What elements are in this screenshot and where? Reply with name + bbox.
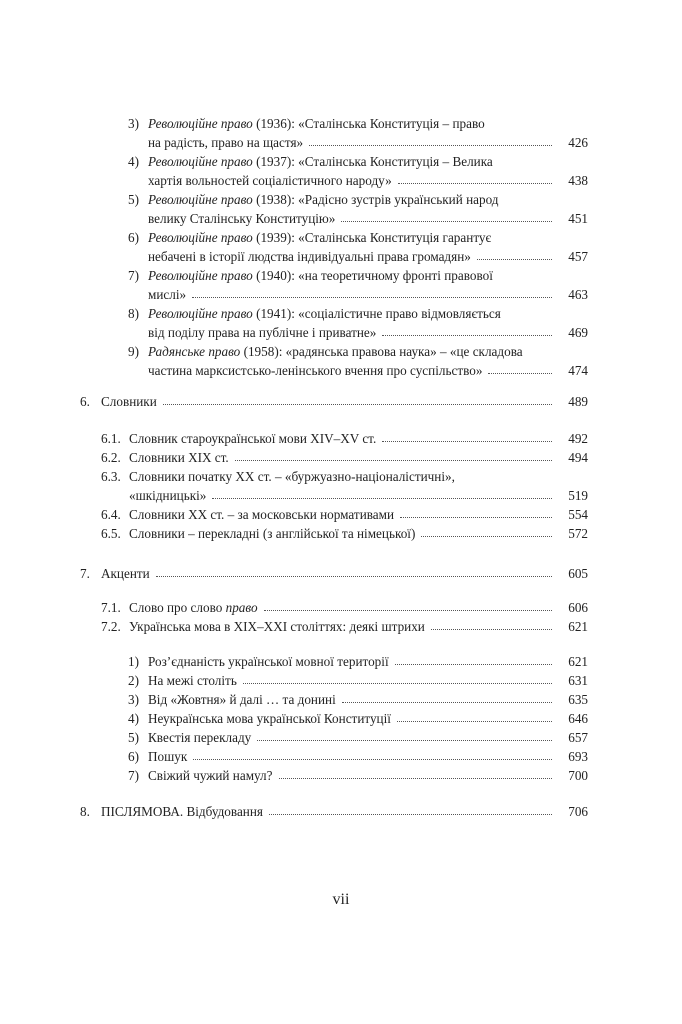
toc-7-2-item-3 (0, 690, 682, 709)
toc-5-item-7-number: 9) (128, 344, 139, 359)
toc-7-2-item-5-title: Квестія перекладу (148, 730, 252, 745)
toc-5-item-3-title-line2: велику Сталінську Конституцію» (148, 211, 336, 226)
toc-5-item-3 (0, 190, 682, 209)
toc-7-2-item-5-page-number: 657 (568, 730, 588, 745)
toc-7-item-1 (0, 598, 682, 617)
toc-5-item-3-dot-leader (341, 221, 552, 222)
toc-section-7-title: Акценти (101, 566, 150, 581)
toc-7-2-item-2-title: На межі століть (148, 673, 237, 688)
toc-5-item-2-continuation (0, 171, 682, 190)
toc-6-item-1-dot-leader (382, 441, 552, 442)
toc-section-8-number: 8. (80, 804, 90, 819)
toc-7-item-1-title: Слово про слово право (129, 600, 258, 615)
toc-7-2-item-7 (0, 766, 682, 785)
toc-section-6 (0, 392, 682, 411)
toc-5-item-6 (0, 304, 682, 323)
toc-7-2-item-3-title: Від «Жовтня» й далі … та донині (148, 692, 336, 707)
toc-7-2-item-6-page-number: 693 (568, 749, 588, 764)
toc-5-item-5-dot-leader (192, 297, 552, 298)
toc-7-item-2-page-number: 621 (568, 619, 588, 634)
toc-5-item-6-number: 8) (128, 306, 139, 321)
toc-6-item-4-dot-leader (400, 517, 552, 518)
toc-6-item-3-page-number: 519 (568, 488, 588, 503)
toc-7-2-item-6 (0, 747, 682, 766)
toc-section-8-page-number: 706 (568, 804, 588, 819)
toc-section-7 (0, 564, 682, 583)
toc-6-item-2-number: 6.2. (101, 450, 121, 465)
toc-6-item-4-number: 6.4. (101, 507, 121, 522)
toc-5-item-4-page-number: 457 (568, 249, 588, 264)
toc-6-item-5-number: 6.5. (101, 526, 121, 541)
toc-section-6-page-number: 489 (568, 394, 588, 409)
toc-section-7-number: 7. (80, 566, 90, 581)
toc-5-item-4-continuation (0, 247, 682, 266)
toc-7-2-item-4-dot-leader (397, 721, 552, 722)
toc-7-2-item-2 (0, 671, 682, 690)
toc-section-7-page-number: 605 (568, 566, 588, 581)
toc-5-item-1-page-number: 426 (568, 135, 588, 150)
toc-5-item-6-title-line2: від поділу права на публічне і приватне» (148, 325, 377, 340)
toc-section-8 (0, 802, 682, 821)
toc-6-item-2-dot-leader (235, 460, 552, 461)
toc-6-item-3-title: Словники початку ХХ ст. – «буржуазно-націоналістичні», (129, 469, 455, 484)
toc-6-item-1-number: 6.1. (101, 431, 121, 446)
toc-7-2-item-1-dot-leader (395, 664, 552, 665)
toc-7-2-item-3-page-number: 635 (568, 692, 588, 707)
toc-7-2-item-5 (0, 728, 682, 747)
toc-5-item-1-number: 3) (128, 116, 139, 131)
toc-5-item-4-dot-leader (477, 259, 552, 260)
page-folio: vii (332, 891, 350, 908)
toc-7-2-item-2-dot-leader (243, 683, 552, 684)
toc-5-item-1-title: Революційне право (1936): «Сталінська Конституція – право (148, 116, 485, 131)
toc-6-item-3 (0, 467, 682, 486)
toc-7-2-item-4-title: Неукраїнська мова української Конституції (148, 711, 391, 726)
toc-6-item-5-dot-leader (421, 536, 552, 537)
toc-7-2-item-1-number: 1) (128, 654, 139, 669)
toc-7-2-item-6-title: Пошук (148, 749, 188, 764)
toc-5-item-6-title: Революційне право (1941): «соціалістичне право відмовляється (148, 306, 501, 321)
toc-5-item-4-title: Революційне право (1939): «Сталінська Конституція гарантує (148, 230, 492, 245)
toc-7-2-item-4-number: 4) (128, 711, 139, 726)
toc-7-2-item-2-number: 2) (128, 673, 139, 688)
toc-section-8-title: ПІСЛЯМОВА. Відбудовання (101, 804, 263, 819)
toc-5-item-2-number: 4) (128, 154, 139, 169)
toc-5-item-2-title-line2: хартія вольностей соціалістичного народу» (148, 173, 392, 188)
toc-5-item-7-dot-leader (488, 373, 552, 374)
toc-5-item-3-number: 5) (128, 192, 139, 207)
toc-5-item-7-title-line2: частина марксистсько-ленінського вчення про суспільство» (148, 363, 483, 378)
toc-6-item-5-title: Словники – перекладні (з англійської та німецької) (129, 526, 416, 541)
toc-5-item-3-title: Революційне право (1938): «Радісно зустрів український народ (148, 192, 499, 207)
toc-7-2-item-7-page-number: 700 (568, 768, 588, 783)
toc-6-item-2 (0, 448, 682, 467)
toc-7-2-item-6-number: 6) (128, 749, 139, 764)
toc-6-item-3-dot-leader (212, 498, 552, 499)
toc-7-2-item-1-page-number: 621 (568, 654, 588, 669)
toc-6-item-4 (0, 505, 682, 524)
toc-6-item-1-page-number: 492 (568, 431, 588, 446)
toc-7-2-item-1-title: Роз’єднаність української мовної території (148, 654, 389, 669)
toc-7-2-item-6-dot-leader (193, 759, 552, 760)
toc-7-item-1-page-number: 606 (568, 600, 588, 615)
toc-5-item-7-continuation (0, 361, 682, 380)
toc-5-item-6-continuation (0, 323, 682, 342)
toc-5-item-6-page-number: 469 (568, 325, 588, 340)
toc-6-item-2-page-number: 494 (568, 450, 588, 465)
toc-5-item-1-continuation (0, 133, 682, 152)
toc-5-item-1 (0, 114, 682, 133)
toc-5-item-1-title-line2: на радість, право на щастя» (148, 135, 304, 150)
toc-5-item-6-dot-leader (382, 335, 552, 336)
toc-6-item-3-number: 6.3. (101, 469, 121, 484)
toc-5-item-4 (0, 228, 682, 247)
toc-5-item-4-title-line2: небачені в історії людства індивідуальні права громадян» (148, 249, 471, 264)
toc-6-item-4-title: Словники ХХ ст. – за московськи нормативами (129, 507, 395, 522)
toc-7-2-item-4-page-number: 646 (568, 711, 588, 726)
toc-7-2-item-2-page-number: 631 (568, 673, 588, 688)
toc-7-item-1-number: 7.1. (101, 600, 121, 615)
toc-7-item-2-title: Українська мова в XIX–XXI століттях: деякі штрихи (129, 619, 425, 634)
toc-5-item-3-continuation (0, 209, 682, 228)
toc-5-item-5-title: Революційне право (1940): «на теоретичному фронті правової (148, 268, 493, 283)
toc-6-item-3-title-line2: «шкідницькі» (129, 488, 207, 503)
toc-section-6-dot-leader (163, 404, 552, 405)
toc-7-item-2-dot-leader (431, 629, 552, 630)
toc-7-2-item-5-number: 5) (128, 730, 139, 745)
toc-5-item-4-number: 6) (128, 230, 139, 245)
toc-7-item-1-dot-leader (264, 610, 552, 611)
toc-7-2-item-1 (0, 652, 682, 671)
toc-6-item-3-continuation (0, 486, 682, 505)
toc-5-item-7-page-number: 474 (568, 363, 588, 378)
toc-7-item-2-number: 7.2. (101, 619, 121, 634)
toc-5-item-1-dot-leader (309, 145, 552, 146)
toc-section-8-dot-leader (269, 814, 552, 815)
toc-7-2-item-3-number: 3) (128, 692, 139, 707)
toc-section-6-number: 6. (80, 394, 90, 409)
toc-6-item-2-title: Словники XIX ст. (129, 450, 229, 465)
toc-section-7-dot-leader (156, 576, 552, 577)
toc-5-item-5-title-line2: мислі» (148, 287, 187, 302)
toc-5-item-2-dot-leader (398, 183, 552, 184)
toc-5-item-3-page-number: 451 (568, 211, 588, 226)
toc-6-item-4-page-number: 554 (568, 507, 588, 522)
toc-5-item-5 (0, 266, 682, 285)
toc-7-2-item-7-title: Свіжий чужий намул? (148, 768, 273, 783)
toc-5-item-7-title: Радянське право (1958): «радянська правова наука» – «це складова (148, 344, 523, 359)
toc-5-item-7 (0, 342, 682, 361)
toc-section-6-title: Словники (101, 394, 157, 409)
toc-5-item-2-title: Революційне право (1937): «Сталінська Конституція – Велика (148, 154, 493, 169)
toc-6-item-1 (0, 429, 682, 448)
toc-7-2-item-3-dot-leader (342, 702, 552, 703)
toc-5-item-5-page-number: 463 (568, 287, 588, 302)
toc-7-2-item-5-dot-leader (257, 740, 552, 741)
toc-5-item-2-page-number: 438 (568, 173, 588, 188)
toc-6-item-5-page-number: 572 (568, 526, 588, 541)
toc-5-item-5-continuation (0, 285, 682, 304)
toc-7-2-item-7-number: 7) (128, 768, 139, 783)
toc-7-2-item-7-dot-leader (279, 778, 552, 779)
toc-6-item-1-title: Словник староукраїнської мови XIV–XV ст. (129, 431, 377, 446)
toc-7-item-2 (0, 617, 682, 636)
toc-6-item-5 (0, 524, 682, 543)
toc-5-item-5-number: 7) (128, 268, 139, 283)
toc-7-2-item-4 (0, 709, 682, 728)
toc-5-item-2 (0, 152, 682, 171)
